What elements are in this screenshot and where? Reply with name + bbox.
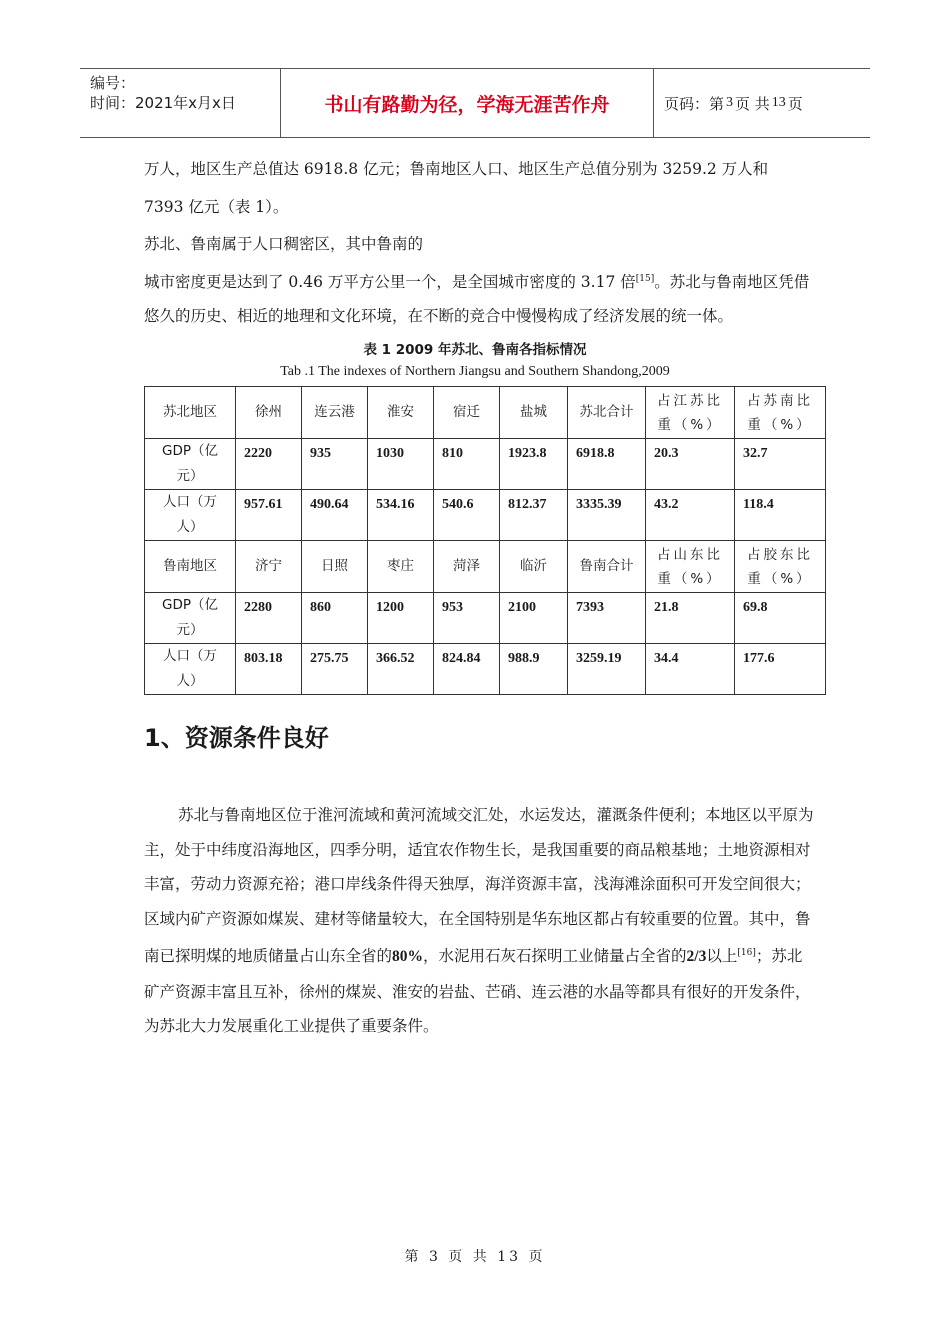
- section-text-a: 苏北与鲁南地区位于淮河流域和黄河流域交汇处，水运发达，灌溉条件便利；本地区以平原为主，处于中纬度沿海地区，四季分明，适宜农作物生长，是我国重要的商品粮基地；土地资源相对丰富，劳动力资源充裕；港口岸线条件得天独厚，海洋资源丰富，浅海滩涂面积可开发空间很大；区域内矿产资源如煤炭、建材等储量较大，在全国特别是华东地区都占有较重要的位置。其中，鲁南已探明煤的地质储量占山东全省的: [144, 806, 814, 966]
- table-cell: 2280: [236, 593, 302, 644]
- table-cell: 2220: [236, 439, 302, 490]
- city-header: 盐城: [500, 387, 568, 439]
- table-cell: 21.8: [646, 593, 735, 644]
- paragraph-1-line-2: 7393 亿元（表 1）。: [144, 198, 289, 216]
- table-cell: 1923.8: [500, 439, 568, 490]
- header-motto: 书山有路勤为径，学海无涯苦作舟: [281, 69, 654, 137]
- paragraph-3-text-a: 城市密度更是达到了 0.46 万平方公里一个，是全国城市密度的 3.17 倍: [144, 273, 636, 292]
- table-cell: 953: [434, 593, 500, 644]
- table-cell: 2100: [500, 593, 568, 644]
- share-header-line2: 重（%）: [657, 570, 723, 587]
- table-caption-en: Tab .1 The indexes of Northern Jiangsu and Southern Shandong,2009: [280, 364, 670, 379]
- section-bold-2-3: 2/3: [686, 948, 707, 966]
- share-header-line1: 占山东比: [657, 546, 723, 563]
- row-label: GDP（亿元）: [145, 439, 236, 490]
- table-cell: 824.84: [434, 644, 500, 695]
- table-caption-cn: 表 1 2009 年苏北、鲁南各指标情况: [363, 342, 587, 358]
- city-header: 济宁: [236, 541, 302, 593]
- table-row: [145, 644, 826, 695]
- share-header-line2: 重（%）: [657, 416, 723, 433]
- table-cell: 69.8: [735, 593, 826, 644]
- table-cell: 32.7: [735, 439, 826, 490]
- header-page-prefix: 页码：第: [664, 94, 725, 113]
- table-cell: 20.3: [646, 439, 735, 490]
- city-header: 淮安: [368, 387, 434, 439]
- section-paragraph: [144, 798, 814, 1044]
- section-text-c: 以上: [706, 947, 738, 966]
- share-header-line2: 重（%）: [747, 416, 813, 433]
- table-cell: 34.4: [646, 644, 735, 695]
- south-region-header: 鲁南地区: [145, 541, 236, 593]
- table-cell: 957.61: [236, 490, 302, 541]
- header-meta: [80, 69, 281, 137]
- header-page-info: [654, 69, 870, 137]
- table-cell: 534.16: [368, 490, 434, 541]
- section-text-b: ，水泥用石灰石探明工业储量占全省的: [423, 947, 687, 966]
- table-cell: 540.6: [434, 490, 500, 541]
- header-page-total: 13: [771, 95, 786, 110]
- city-header: 宿迁: [434, 387, 500, 439]
- paragraph-3-text-b: 。苏北与鲁南地区凭借悠久的历史、相近的地理和文化环境，在不断的竞合中慢慢构成了经济发展的统一体。: [144, 273, 810, 326]
- table-cell: 6918.8: [568, 439, 646, 490]
- table-cell: 803.18: [236, 644, 302, 695]
- share-header-line2: 重（%）: [747, 570, 813, 587]
- row-label: 人口（万人）: [145, 490, 236, 541]
- table-row: [145, 490, 826, 541]
- city-header: 临沂: [500, 541, 568, 593]
- city-header: 徐州: [236, 387, 302, 439]
- table-cell: 988.9: [500, 644, 568, 695]
- section-text-d: ；苏北矿产资源丰富且互补，徐州的煤炭、淮安的岩盐、芒硝、连云港的水晶等都具有很好的开发条件，为苏北大力发展重化工业提供了重要条件。: [144, 947, 811, 1036]
- table-row: [145, 439, 826, 490]
- section-heading: 1、资源条件良好: [144, 724, 329, 752]
- citation-15: [15]: [635, 274, 655, 284]
- header-code: 编号：: [90, 74, 136, 92]
- share-header-line1: 占苏南比: [747, 392, 813, 409]
- share-header-line1: 占江苏比: [657, 392, 723, 409]
- table-cell: 7393: [568, 593, 646, 644]
- share-header: [646, 541, 735, 593]
- citation-16: [16]: [737, 948, 756, 958]
- row-label: 人口（万人）: [145, 644, 236, 695]
- city-header: 日照: [302, 541, 368, 593]
- table-cell: 118.4: [735, 490, 826, 541]
- share-header: [646, 387, 735, 439]
- table-cell: 1200: [368, 593, 434, 644]
- table-cell: 43.2: [646, 490, 735, 541]
- paragraph-3: [144, 262, 814, 333]
- header-time: 时间：2021年x月x日: [90, 94, 236, 112]
- page-header: [80, 68, 870, 138]
- table-cell: 3335.39: [568, 490, 646, 541]
- header-page-num: 3: [726, 95, 734, 110]
- page-footer: 第 3 页 共 13 页: [404, 1249, 546, 1265]
- table-cell: 1030: [368, 439, 434, 490]
- table-cell: 935: [302, 439, 368, 490]
- section-bold-80: 80%: [392, 948, 424, 966]
- table-cell: 366.52: [368, 644, 434, 695]
- table-cell: 812.37: [500, 490, 568, 541]
- header-page-suffix: 页: [787, 94, 803, 113]
- paragraph-2: 苏北、鲁南属于人口稠密区，其中鲁南的: [144, 235, 424, 253]
- table-row: [145, 541, 826, 593]
- table-cell: 860: [302, 593, 368, 644]
- indicator-table: [144, 386, 826, 695]
- header-page-mid: 页 共: [735, 94, 770, 113]
- row-label: GDP（亿元）: [145, 593, 236, 644]
- share-header-line1: 占胶东比: [747, 546, 813, 563]
- table-cell: 177.6: [735, 644, 826, 695]
- share-header: [735, 541, 826, 593]
- table-row: [145, 593, 826, 644]
- city-header: 枣庄: [368, 541, 434, 593]
- paragraph-1-line-1: 万人，地区生产总值达 6918.8 亿元；鲁南地区人口、地区生产总值分别为 3259.2 万人和: [144, 160, 769, 178]
- table-cell: 810: [434, 439, 500, 490]
- north-region-header: 苏北地区: [145, 387, 236, 439]
- total-header: 苏北合计: [568, 387, 646, 439]
- city-header: 连云港: [302, 387, 368, 439]
- table-row: [145, 387, 826, 439]
- table-cell: 275.75: [302, 644, 368, 695]
- table-cell: 3259.19: [568, 644, 646, 695]
- table-cell: 490.64: [302, 490, 368, 541]
- share-header: [735, 387, 826, 439]
- city-header: 菏泽: [434, 541, 500, 593]
- total-header: 鲁南合计: [568, 541, 646, 593]
